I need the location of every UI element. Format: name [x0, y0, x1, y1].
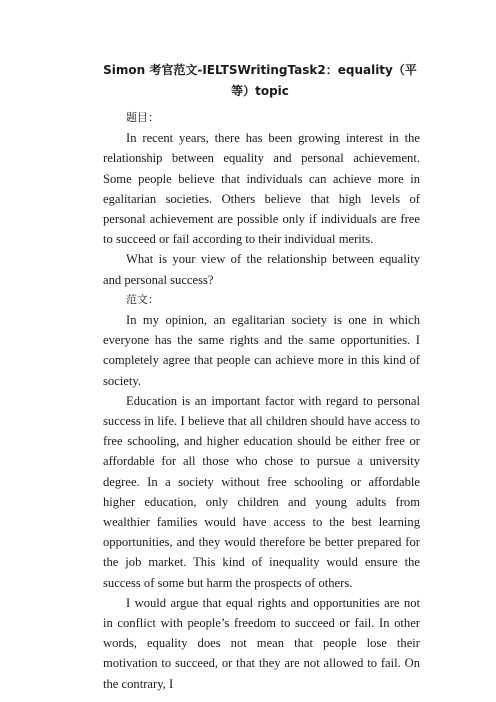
essay-paragraph-1: In my opinion, an egalitarian society is one in which everyone has the same rights and the same opportunities. I completely agree that people can achieve more in this kind of society.: [103, 313, 420, 388]
essay-paragraph-3: I would argue that equal rights and opportunities are not in conflict with people’s freedom to succeed or fail. In other words, equality does not mean that people lose their motivation to succeed, or that they are not allowed to fail. On the contrary, I: [103, 595, 420, 691]
topic-label: 题目：: [126, 111, 159, 124]
document-title: Simon 考官范文-IELTSWritingTask2：equality（平等）topic: [103, 63, 417, 98]
document-body: [103, 108, 420, 694]
essay-paragraph-2: Education is an important factor with regard to personal success in life. I believe that all children should have access to free schooling, and higher education should be either free or affordable for all those who chose to pursue a university degree. In a society without free schooling or affordable higher education, only children and young adults from wealthier families would have access to the best learning opportunities, and they would therefore be better prepared for the job market. This kind of inequality would ensure the success of some but harm the prospects of others.: [103, 393, 420, 590]
topic-paragraph-2: What is your view of the relationship between equality and personal success?: [103, 252, 420, 287]
essay-label: 范文：: [126, 292, 159, 306]
topic-paragraph-1: In recent years, there has been growing interest in the relationship between equality and personal achievement. Some people believe that individuals can achieve more in egalitarian societies. Others believe that high levels of personal achievement are possible only if individuals are free to succeed or fail according to their individual merits.: [103, 131, 420, 247]
